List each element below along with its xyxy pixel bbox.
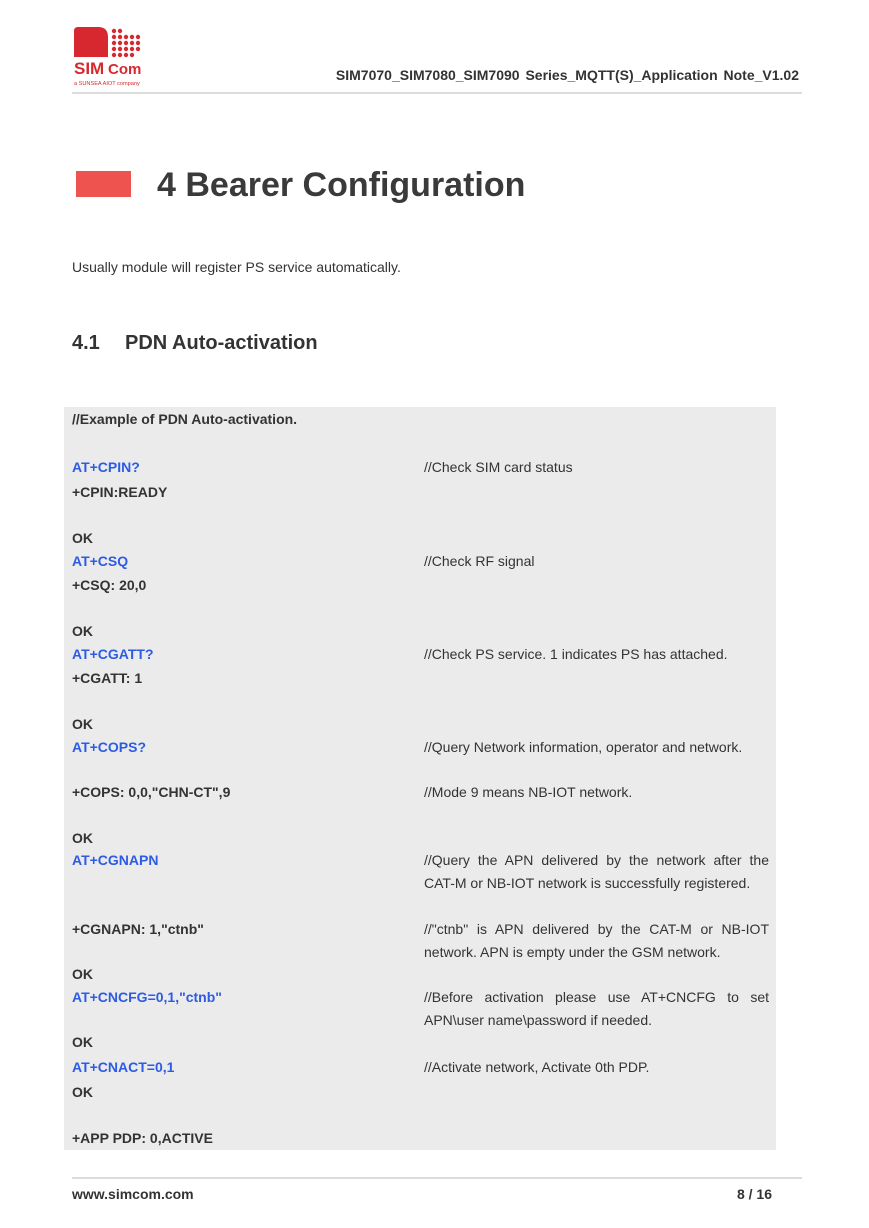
intro-paragraph: Usually module will register PS service automatically. [72, 259, 401, 275]
code-output-line: OK [72, 966, 93, 982]
code-comment: //Check SIM card status [424, 459, 573, 475]
code-output-line: OK [72, 530, 93, 546]
code-example-box [64, 407, 776, 1150]
code-output-line: OK [72, 623, 93, 639]
section-title: PDN Auto-activation [125, 332, 318, 354]
code-command-line: AT+CGNAPN [72, 852, 159, 868]
code-comment: //Activate network, Activate 0th PDP. [424, 1059, 650, 1075]
chapter-title: 4 Bearer Configuration [157, 166, 526, 204]
logo-com-text: Com [108, 61, 142, 78]
code-output-line: +COPS: 0,0,"CHN-CT",9 [72, 784, 231, 800]
code-command-line: AT+CPIN? [72, 459, 140, 475]
code-output-line: +CGNAPN: 1,"ctnb" [72, 921, 204, 937]
code-comment: //Before activation please use AT+CNCFG to set APN\user name\password if needed. [424, 989, 769, 1028]
code-output-line: OK [72, 1034, 93, 1050]
code-output-line: +CSQ: 20,0 [72, 577, 147, 593]
logo-sim-text: SIM [74, 59, 105, 78]
code-command-line: AT+CSQ [72, 553, 129, 569]
code-output-line: OK [72, 830, 93, 846]
simcom-logo [74, 27, 150, 89]
code-output-line: +APP PDP: 0,ACTIVE [72, 1130, 213, 1146]
code-output-line: OK [72, 1084, 93, 1100]
chapter-accent-bar [76, 171, 131, 197]
code-comment: //Check RF signal [424, 553, 535, 569]
code-command-line: AT+COPS? [72, 739, 147, 755]
footer-divider [72, 1177, 802, 1179]
document-title: SIM7070_SIM7080_SIM7090 Series_MQTT(S)_Application Note_V1.02 [335, 67, 799, 83]
simcom-logo-graphic [74, 27, 150, 89]
code-comment: //Mode 9 means NB-IOT network. [424, 784, 633, 800]
page-number: 8 / 16 [736, 1186, 772, 1202]
code-comment: //Check PS service. 1 indicates PS has attached. [424, 646, 728, 662]
code-command-line: AT+CNACT=0,1 [72, 1059, 175, 1075]
code-comment: //Query the APN delivered by the network after the CAT-M or NB-IOT network is successfully registered. [424, 852, 769, 891]
code-output-line: OK [72, 716, 93, 732]
code-comment: //Query Network information, operator and network. [424, 739, 743, 755]
section-number: 4.1 [72, 332, 100, 354]
code-output-line: +CPIN:READY [72, 484, 168, 500]
code-example-header: //Example of PDN Auto-activation. [72, 411, 298, 427]
footer-website-link[interactable]: www.simcom.com [72, 1186, 194, 1202]
logo-tagline: a SUNSEA AIOT company [74, 81, 140, 87]
section-heading [72, 332, 318, 355]
code-command-line: AT+CNCFG=0,1,"ctnb" [72, 989, 222, 1005]
code-output-line: +CGATT: 1 [72, 670, 143, 686]
header-divider [72, 92, 802, 94]
code-comment: //"ctnb" is APN delivered by the CAT-M or NB-IOT network. APN is empty under the GSM network. [424, 921, 769, 960]
code-command-line: AT+CGATT? [72, 646, 154, 662]
